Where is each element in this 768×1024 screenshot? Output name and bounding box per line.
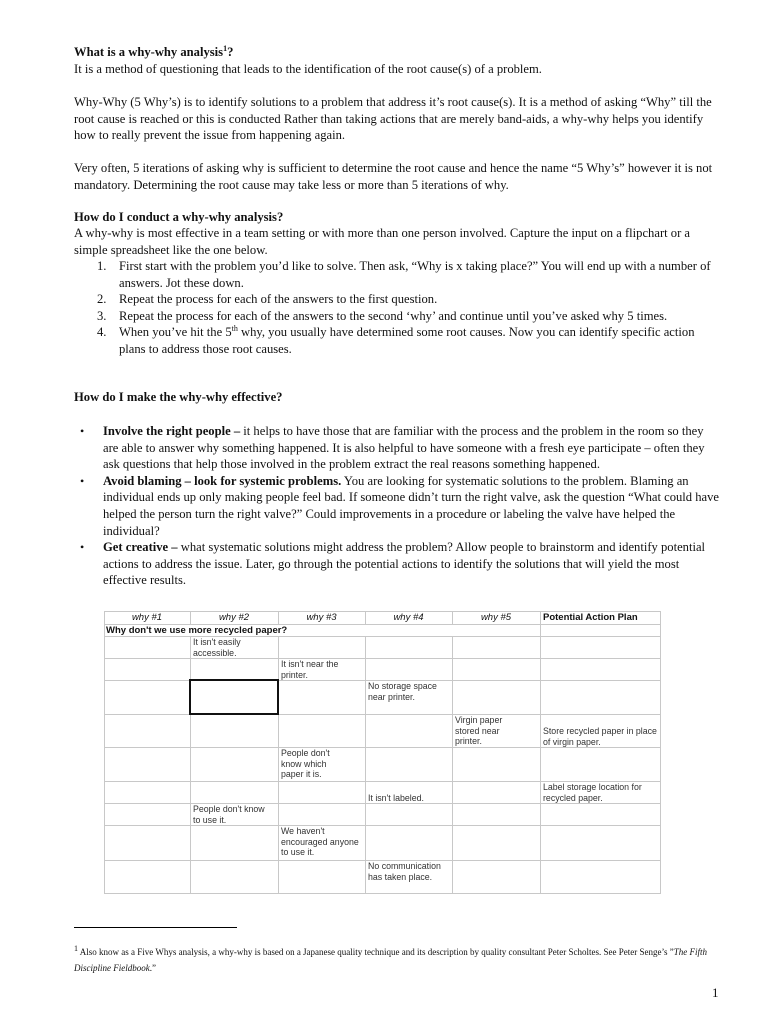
bullet-item	[74, 539, 722, 589]
table-cell: It isn't labeled.	[368, 793, 424, 803]
step-text-continued: why, you usually have determined some root causes. Now you can identify specific action plans to address those root causes.	[119, 325, 695, 356]
table-cell: We haven't encouraged anyone to use it.	[281, 826, 359, 858]
grid-line	[104, 893, 661, 894]
intro-paragraph-why-why: Why-Why (5 Why’s) is to identify solutions to a problem that address it’s root cause(s). It is a method of asking “Why” till the root cause is reached or this is conducted Rather than taking actions that are merely band-aids, a why-why helps you identify how to really prevent the issue from happening again.	[74, 95, 712, 143]
grid-line	[540, 611, 541, 894]
column-header-why-3: why #3	[306, 612, 337, 623]
intro-heading: What is a why-why analysis$^1$?	[74, 43, 234, 59]
step-text: Repeat the process for each of the answers to the first question.	[119, 292, 438, 307]
bullet-icon: •	[80, 473, 85, 488]
bullet-lead: Avoid blaming – look for systemic problems.	[103, 473, 342, 488]
table-cell: Store recycled paper in place of virgin paper.	[543, 726, 657, 747]
page-number: 1	[712, 985, 719, 1000]
bullet-text: what systematic solutions might address the problem? Allow people to brainstorm and identify potential actions to address the issue. Later, go through the potential actions to identify the solutions that will yield the most effective results.	[103, 540, 706, 588]
grid-line	[104, 825, 661, 826]
bullet-text: You are looking for systematic solutions to the problem. Blaming an individual ends up only making people feel bad. If someone didn’t turn the right valve, ask the question “What could have helped the person turn the right valve?” Could improvements in a procedure or labeling the valve have helped the individual?	[103, 473, 720, 538]
step-text: When you’ve hit the 5	[119, 325, 232, 340]
intro-paragraph-iterations: Very often, 5 iterations of asking why is sufficient to determine the root cause and hence the name “5 Why’s” however it is not mandatory. Determining the root cause may take less or more than 5 iterations of why.	[74, 161, 713, 192]
step-item	[74, 324, 714, 357]
step-number: 3.	[97, 308, 107, 323]
problem-question: Why don't we use more recycled paper?	[106, 625, 288, 636]
step-superscript: th	[231, 324, 238, 334]
grid-line	[104, 636, 661, 637]
bullet-icon: •	[80, 424, 85, 438]
step-number: 1.	[97, 259, 107, 273]
column-header-why-2: why #2	[218, 612, 250, 623]
step-item	[74, 258, 714, 291]
column-header-why-4: why #4	[393, 612, 424, 623]
step-text: Repeat the process for each of the answers to the second ‘why’ and continue until you’ve asked why 5 times.	[119, 308, 668, 323]
bullet-item	[74, 423, 722, 473]
bullet-icon: •	[80, 540, 85, 555]
table-cell: Label storage location for recycled paper.	[543, 782, 642, 803]
step-number: 2.	[97, 292, 107, 307]
footnote-book-title: The Fifth Discipline Fieldbook	[74, 947, 707, 973]
grid-line	[278, 636, 279, 894]
bullet-lead: Get creative –	[103, 540, 178, 555]
bullet-item	[74, 473, 722, 539]
grid-line	[190, 636, 191, 894]
intro-definition: It is a method of questioning that leads to the identification of the root cause(s) of a problem.	[74, 62, 542, 76]
bullet-lead: Involve the right people –	[103, 424, 241, 438]
column-header-why-5: why #5	[480, 612, 512, 623]
column-header-why-1: why #1	[131, 612, 163, 623]
table-cell: It isn't near the printer.	[281, 659, 339, 680]
bullet-text: it helps to have those that are familiar with the process and the problem in the room so they are able to answer why something happened. It is also helpful to have someone with a fresh eye participate – often they ask questions that help those involved in the problem extract the real reasons something happened.	[103, 424, 705, 472]
footnote-text: Also know as a Five Whys analysis, a why-why is based on a Japanese quality technique and its description by quality consultant Peter Scholtes. See Peter Senge’s ”	[78, 947, 674, 957]
conduct-steps-list	[74, 258, 714, 358]
step-item	[74, 291, 714, 308]
effective-bullet-list	[74, 423, 722, 589]
grid-line	[365, 636, 366, 894]
table-cell: People don't know to use it.	[193, 804, 265, 825]
conduct-paragraph: A why-why is most effective in a team setting or with more than one person involved. Capture the input on a flipchart or a simple spreadsheet like the one below.	[74, 226, 691, 257]
step-text: First start with the problem you’d like to solve. Then ask, “Why is x taking place?” You will end up with a number of answers. Jot these down.	[119, 259, 711, 290]
table-cell: Virgin paper stored near printer.	[455, 715, 503, 747]
footnote	[74, 944, 734, 976]
footnote-divider	[74, 927, 237, 928]
step-item	[74, 308, 714, 325]
conduct-heading: How do I conduct a why-why analysis?	[74, 210, 284, 224]
footnote-end: .”	[149, 963, 156, 973]
table-cell: People don't know which paper it is.	[281, 748, 330, 780]
step-number: 4.	[97, 325, 107, 340]
column-header-action-plan: Potential Action Plan	[543, 612, 638, 623]
why-why-spreadsheet	[104, 611, 661, 894]
grid-line	[104, 658, 661, 659]
table-cell: It isn't easily accessible.	[193, 637, 241, 658]
selected-cell-highlight[interactable]	[189, 679, 279, 715]
footnote-mark: 1	[74, 944, 78, 953]
grid-line	[452, 636, 453, 894]
grid-line	[104, 611, 105, 894]
effective-heading: How do I make the why-why effective?	[74, 390, 283, 404]
table-cell: No communication has taken place.	[368, 861, 441, 882]
grid-line	[660, 611, 661, 894]
grid-line	[104, 714, 661, 715]
table-cell: No storage space near printer.	[368, 681, 437, 702]
